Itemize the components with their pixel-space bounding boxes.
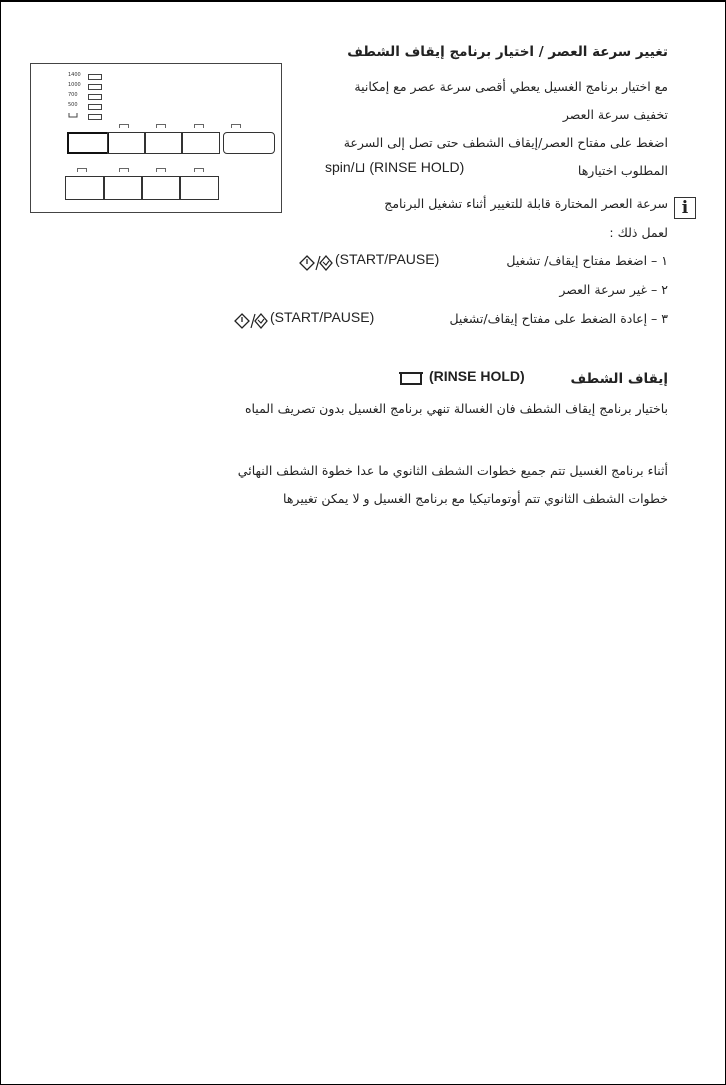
howto-label: لعمل ذلك :	[609, 225, 668, 240]
indicator-mark	[119, 124, 129, 128]
step1-start-pause-label: (START/PAUSE)	[335, 251, 440, 267]
step3-text: ٣ – إعادة الضغط على مفتاح إيقاف/تشغيل	[449, 311, 668, 326]
indicator-mark	[156, 124, 166, 128]
indicator-mark	[77, 168, 87, 172]
section1-line1: مع اختيار برنامج الغسيل يعطي أقصى سرعة عصر مع إمكانية	[354, 79, 668, 94]
indicator-mark	[194, 124, 204, 128]
step3-start-pause-label: (START/PAUSE)	[270, 309, 375, 325]
speed-label-500: 500	[68, 102, 78, 108]
spin-button[interactable]	[67, 132, 109, 154]
indicator-mark	[119, 168, 129, 172]
step2-text: ٢ – غير سرعة العصر	[559, 282, 668, 297]
section2-title-latin: (RINSE HOLD)	[429, 368, 525, 384]
speed-led-500	[88, 104, 102, 110]
note-text: سرعة العصر المختارة قابلة للتغيير أثناء تشغيل البرنامج	[384, 196, 668, 211]
option-button-2[interactable]	[144, 132, 183, 154]
option-button-6[interactable]	[141, 176, 181, 200]
speed-led-1400	[88, 74, 102, 80]
section1-line3: اضغط على مفتاح العصر/إيقاف الشطف حتى تصل إلى السرعة	[343, 135, 668, 150]
info-icon: i	[674, 197, 696, 219]
option-button-5[interactable]	[103, 176, 143, 200]
section2-title: إيقاف الشطف	[570, 371, 668, 387]
option-button-1[interactable]	[107, 132, 146, 154]
section1-line4: المطلوب اختيارها	[577, 163, 668, 178]
option-button-4[interactable]	[65, 176, 105, 200]
control-panel-illustration	[30, 63, 282, 213]
start-pause-symbol-icon	[299, 255, 333, 271]
indicator-mark	[156, 168, 166, 172]
option-button-7[interactable]	[179, 176, 219, 200]
indicator-mark	[194, 168, 204, 172]
section1-line2: تخفيف سرعة العصر	[562, 107, 668, 122]
speed-label-1400: 1400	[68, 72, 81, 78]
option-button-3[interactable]	[181, 132, 220, 154]
rinse-hold-led	[88, 114, 102, 120]
spin-rinse-hold-label: spin/⊔ (RINSE HOLD)	[325, 159, 465, 175]
speed-led-700	[88, 94, 102, 100]
section2-line2: أثناء برنامج الغسيل تتم جميع خطوات الشطف الثانوي ما عدا خطوة الشطف النهائي	[237, 463, 668, 478]
section2-line3: خطوات الشطف الثانوي تتم أوتوماتيكيا مع برنامج الغسيل و لا يمكن تغييرها	[283, 491, 668, 506]
speed-label-1000: 1000	[68, 82, 81, 88]
section2-line1: باختيار برنامج إيقاف الشطف فان الغسالة تنهي برنامج الغسيل بدون تصريف المياه	[244, 401, 668, 416]
start-pause-symbol-icon	[234, 313, 268, 329]
tub-icon	[68, 112, 78, 118]
start-pause-button[interactable]	[223, 132, 275, 154]
indicator-mark	[231, 124, 241, 128]
speed-led-1000	[88, 84, 102, 90]
rinse-hold-tub-icon	[398, 370, 424, 386]
step1-text: ١ – اضغط مفتاح إيقاف/ تشغيل	[506, 253, 668, 268]
section1-title: تغيير سرعة العصر / اختيار برنامج إيقاف الشطف	[347, 44, 668, 60]
speed-label-700: 700	[68, 92, 78, 98]
